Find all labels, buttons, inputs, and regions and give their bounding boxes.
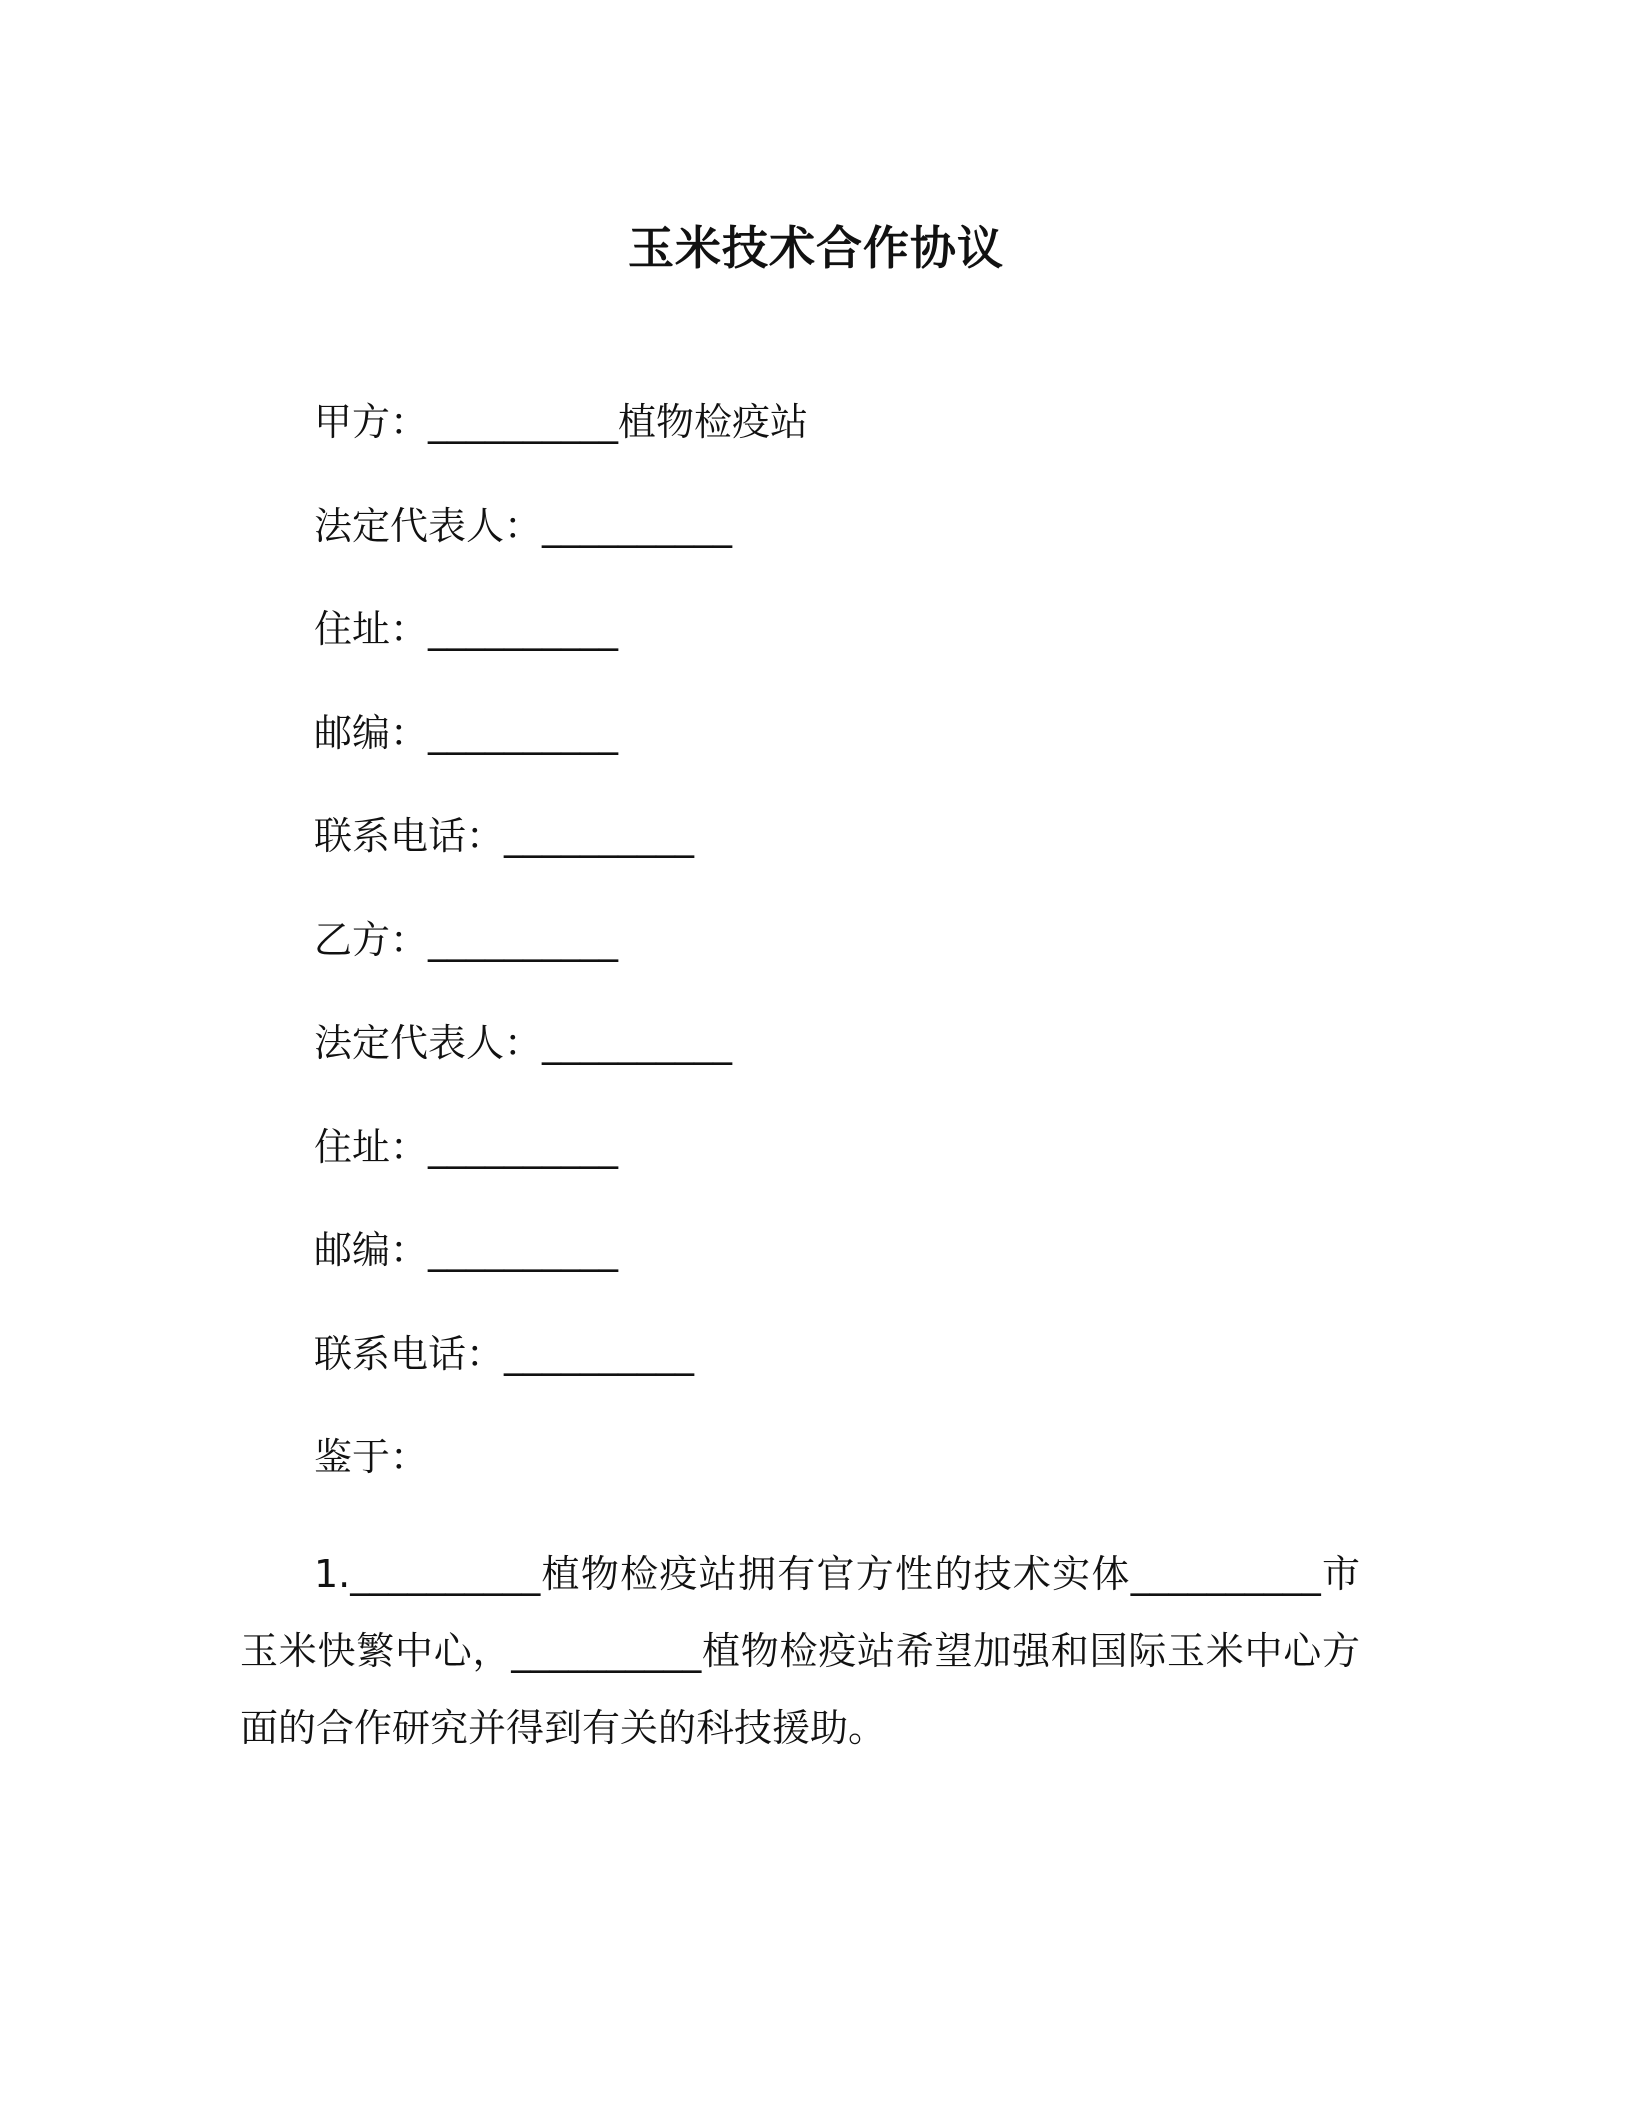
party-a-address: 住址：__________	[314, 607, 619, 651]
party-b-phone: 联系电话：__________	[314, 1332, 695, 1376]
party-a-name: 甲方：__________植物检疫站	[314, 400, 809, 444]
party-a-phone: 联系电话：__________	[314, 814, 695, 858]
party-a-legal-representative: 法定代表人：__________	[314, 504, 733, 548]
party-b-postal-code: 邮编：__________	[314, 1228, 619, 1272]
party-a-postal-code: 邮编：__________	[314, 711, 619, 755]
paragraph-1: 1.__________植物检疫站拥有官方性的技术实体__________市玉米快繁中心，__________植物检疫站希望加强和国际玉米中心方面的合作研究并得到有关的科技援助。	[240, 1552, 1360, 1750]
party-b-name: 乙方：__________	[314, 918, 619, 962]
whereas-heading: 鉴于：	[314, 1435, 429, 1479]
document-title: 玉米技术合作协议	[628, 221, 1004, 275]
party-b-address: 住址：__________	[314, 1125, 619, 1169]
party-b-legal-representative: 法定代表人：__________	[314, 1021, 733, 1065]
